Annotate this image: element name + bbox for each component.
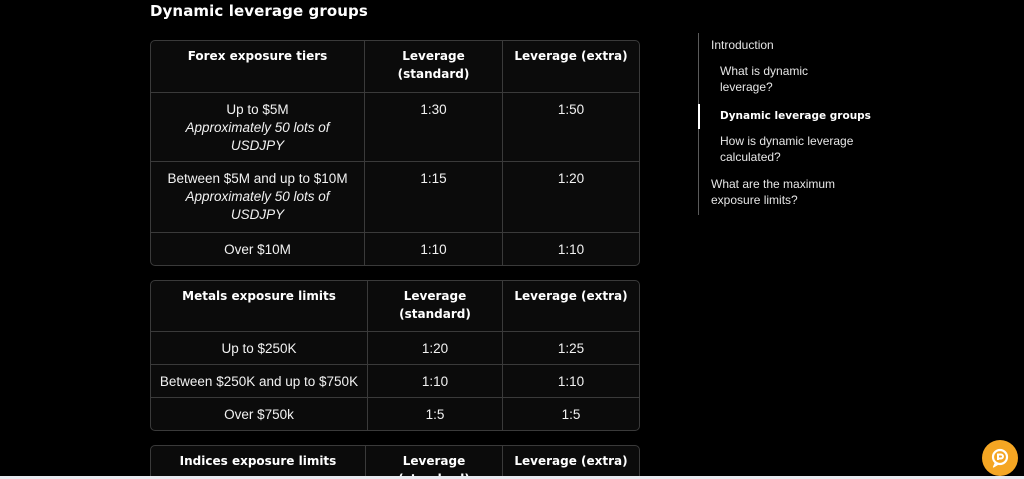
extra-leverage-cell: 1:5 [561, 407, 581, 422]
standard-leverage-cell: 1:5 [368, 398, 503, 430]
column-header: Leverage (standard) [365, 41, 503, 93]
help-chat-button[interactable] [982, 440, 1018, 476]
standard-leverage-cell: 1:15 [365, 162, 503, 233]
standard-leverage-cell: 1:30 [365, 93, 503, 162]
indices-exposure-table [150, 445, 640, 479]
table-row [151, 162, 639, 233]
tier-label: Between $5M and up to $10M [167, 171, 348, 186]
tier-cell [151, 162, 365, 233]
table-header-row [151, 41, 639, 93]
column-header: Forex exposure tiers [151, 41, 365, 93]
section-title: Dynamic leverage groups [150, 2, 368, 20]
column-header: Leverage (standard) [368, 281, 503, 332]
toc-item-what-is-dynamic-leverage[interactable]: What is dynamic leverage? [720, 64, 809, 94]
table-header-row [151, 446, 639, 479]
tier-cell [151, 93, 365, 162]
column-header: Leverage [366, 446, 503, 479]
table-row [151, 398, 639, 430]
extra-leverage-cell: 1:20 [503, 162, 639, 233]
tier-cell: Over $10M [151, 233, 365, 265]
toc-item-how-is-dynamic-leverage-calculated[interactable]: How is dynamic leverage calculated? [720, 134, 854, 164]
tier-cell: Between $250K and up to $750K [151, 365, 368, 398]
standard-leverage-cell: 1:20 [368, 332, 503, 365]
toc-item-dynamic-leverage-groups[interactable]: Dynamic leverage groups [720, 110, 871, 122]
table-row [151, 365, 639, 398]
table-header-row [151, 281, 639, 332]
toc-item-introduction[interactable]: Introduction [711, 38, 774, 52]
table-of-contents [698, 33, 879, 215]
column-header: Leverage (extra) [503, 281, 639, 332]
chat-help-icon [989, 447, 1011, 469]
forex-exposure-table [150, 40, 640, 266]
column-header: Leverage (extra) [503, 41, 639, 93]
extra-leverage-cell: 1:50 [503, 93, 639, 162]
tier-cell: Up to $250K [151, 332, 368, 365]
standard-leverage-cell: 1:10 [365, 233, 503, 265]
column-header: Indices exposure limits [151, 446, 366, 479]
table-row [151, 233, 639, 265]
column-header: Metals exposure limits [151, 281, 368, 332]
tier-note: Approximately 50 lots of USDJPY [185, 189, 330, 222]
extra-leverage-cell: 1:25 [503, 332, 639, 365]
table-row [151, 93, 639, 162]
standard-leverage-cell: 1:10 [368, 365, 503, 398]
tier-cell: Over $750k [151, 398, 368, 430]
toc-active-indicator [698, 104, 700, 129]
extra-leverage-cell: 1:10 [503, 365, 639, 398]
tier-label: Up to $5M [226, 102, 289, 117]
toc-item-maximum-exposure-limits[interactable]: What are the maximum exposure limits? [711, 177, 836, 207]
extra-leverage-cell: 1:10 [557, 242, 585, 257]
column-header: Leverage (extra) [514, 454, 628, 468]
table-row [151, 332, 639, 365]
metals-exposure-table [150, 280, 640, 431]
tier-note: Approximately 50 lots of USDJPY [185, 120, 330, 153]
